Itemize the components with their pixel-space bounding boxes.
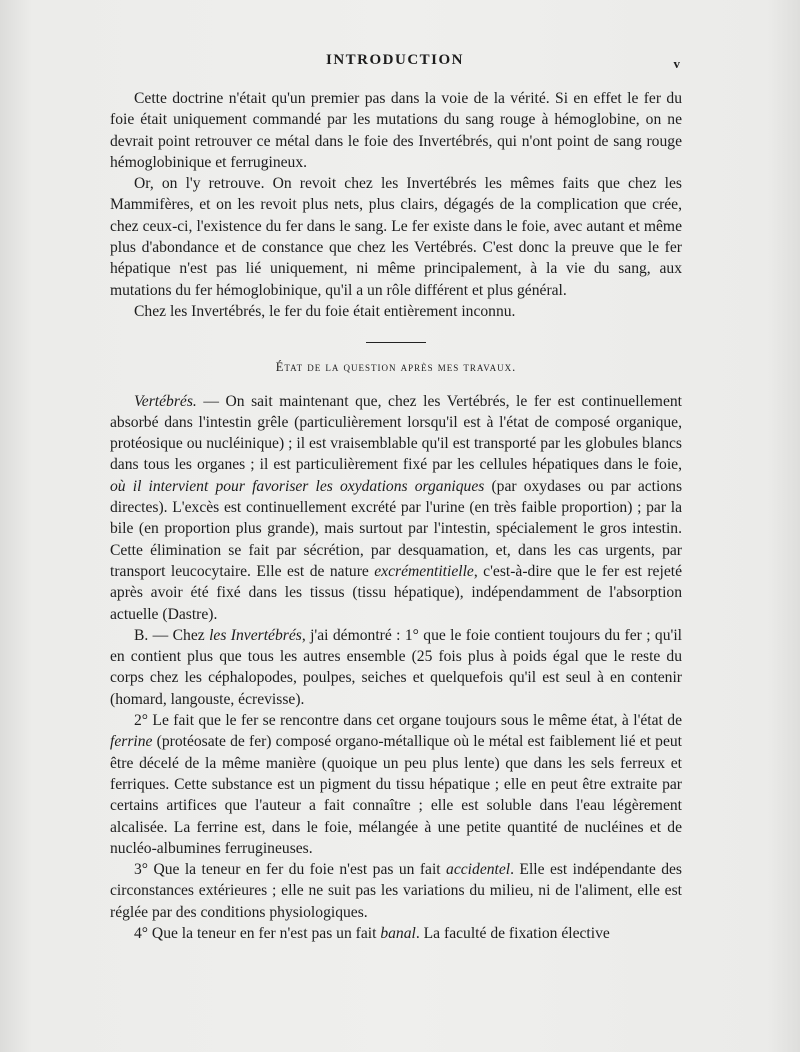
text-span: . Elle est indépendante des circonstances extérieures ; elle ne suit pas les variations du milieu, ni de l'aliment, elle est réglée par des conditions physiologiques. bbox=[110, 861, 682, 921]
body-text bbox=[110, 88, 682, 944]
paragraph-b-invertebrates bbox=[110, 625, 682, 710]
italic-span: où il intervient pour favoriser les oxydations organiques bbox=[110, 477, 485, 495]
text-span: (par oxydases ou par actions directes). L'excès est continuellement excrété par l'urine (en très faible proportion) ; par la bile (en proportion plus grande), mais surtout par l'intestin, spécialement le gros intestin. Cette élimination se fait par sécrétion, par desquamation, et, dans les cas urgents, par transport leucocytaire. Elle est de nature bbox=[110, 477, 683, 580]
text-span: . La faculté de fixation élective bbox=[415, 924, 610, 942]
section-heading: État de la question après mes travaux. bbox=[275, 360, 517, 375]
text-span: B. — Chez bbox=[134, 626, 210, 644]
text-span: , j'ai démontré : 1° que le foie contient toujours du fer ; qu'il en contient plus que tous les autres ensemble (25 fois plus à poids égal que le reste du corps chez les céphalopodes, poulpes, seiches et quelquefois qu'il est seul à en contenir (homard, langouste, écrevisse). bbox=[110, 626, 682, 708]
text-span: , c'est-à-dire que le fer est rejeté après avoir été fixé dans les tissus (tissu hépatique), indépendamment de l'absorption actuelle (Dastre). bbox=[110, 562, 682, 623]
paragraph-point-3 bbox=[110, 859, 682, 923]
paragraph-invertebrates: Or, on l'y retrouve. On revoit chez les Invertébrés les mêmes faits que chez les Mammifères, et on les revoit plus nets, plus clairs, dégagés de la complication que crée, chez ceux-ci, l'existence du fer dans le sang. Le fer existe dans le foie, avec autant et même plus d'abondance et de constance que chez les Vertébrés. C'est donc la preuve que le fer hépatique n'est pas lié uniquement, ni même principalement, à la vie du sang, aux mutations du fer hémoglobinique, qu'il a un rôle différent et plus général. bbox=[110, 175, 682, 299]
text-span: (protéosate de fer) composé organo-métallique où le métal est faiblement lié et peut être décelé de la même manière (quoique un peu plus lente) que dans les sels ferreux et ferriques. Cette substance est un pigment du tissu hépatique ; elle en peut être extraite par certains artifices que l'auteur a fait connaître ; elle est soluble dans l'eau légèrement alcalisée. La ferrine est, dans le foie, mélangée à une petite quantité de nucléines et de nucléo-albumines ferrugineuses. bbox=[110, 733, 682, 857]
lead-vertebres: Vertébrés. bbox=[134, 392, 197, 410]
page-header bbox=[110, 52, 680, 72]
running-title: INTRODUCTION bbox=[325, 52, 464, 68]
italic-span: accidentel bbox=[446, 861, 511, 879]
paragraph-vertebrates bbox=[110, 391, 682, 625]
paragraph-point-4 bbox=[110, 923, 682, 944]
text-span: 2° Le fait que le fer se rencontre dans cet organe toujours sous le même état, à l'état de bbox=[134, 712, 682, 730]
page-number: v bbox=[673, 56, 680, 71]
italic-span: ferrine bbox=[110, 733, 153, 751]
italic-span: les Invertébrés bbox=[209, 626, 302, 644]
paragraph-doctrine: Cette doctrine n'était qu'un premier pas dans la voie de la vérité. Si en effet le fer du foie était uniquement commandé par les mutations du sang rouge à hémoglobine, on ne devrait point retrouver ce métal dans le foie des Invertébrés, qui n'ont point de sang rouge hémoglobinique et ferrugineux. bbox=[110, 90, 682, 171]
text-span: 4° Que la teneur en fer n'est pas un fait bbox=[134, 924, 381, 942]
paragraph-point-2 bbox=[110, 710, 682, 859]
italic-span: banal bbox=[380, 924, 416, 942]
italic-span: excrémentitielle bbox=[374, 562, 474, 580]
section-divider bbox=[366, 342, 426, 343]
paragraph-unknown: Chez les Invertébrés, le fer du foie était entièrement inconnu. bbox=[134, 302, 516, 320]
text-span: — On sait maintenant que, chez les Vertébrés, le fer est continuellement absorbé dans l'intestin grêle (particulièrement lorsqu'il est à l'état de composé organique, protéosique ou nucléinique) ; il est vraisemblable qu'il est transporté par les globules blancs dans tous les organes ; il est particulièrement fixé par les cellules hépatiques dans le foie, bbox=[110, 392, 682, 474]
text-span: 3° Que la teneur en fer du foie n'est pas un fait bbox=[134, 861, 447, 879]
